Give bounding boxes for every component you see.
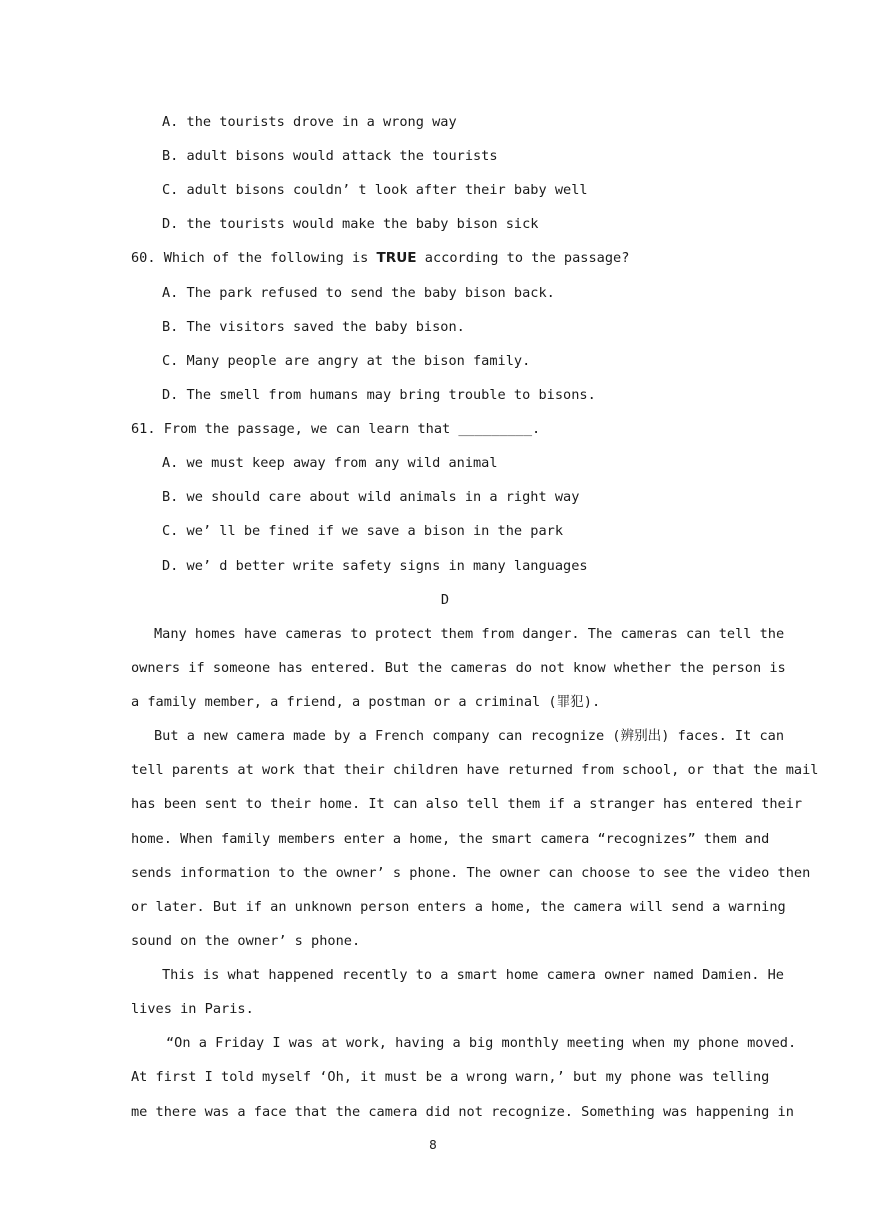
passage-line: me there was a face that the camera did not recognize. Something was happening in [131,1104,794,1120]
q59-option-a: A. the tourists drove in a wrong way [162,114,457,130]
q59-option-c: C. adult bisons couldn’ t look after their baby well [162,182,588,198]
q61-option-a: A. we must keep away from any wild animal [162,455,498,471]
passage-line: has been sent to their home. It can also tell them if a stranger has entered their [131,796,803,812]
q60-option-d: D. The smell from humans may bring trouble to bisons. [162,387,596,403]
q60-option-c: C. Many people are angry at the bison family. [162,353,531,369]
q60-option-b: B. The visitors saved the baby bison. [162,319,465,335]
passage-line: sound on the owner’ s phone. [131,933,361,949]
passage-line: Many homes have cameras to protect them from danger. The cameras can tell the [154,626,785,642]
section-label: D [440,592,450,608]
q61-stem: 61. From the passage, we can learn that _________. [131,421,541,437]
passage-line: owners if someone has entered. But the cameras do not know whether the person is [131,660,786,676]
q60-stem-after: according to the passage? [416,250,630,266]
passage-line: tell parents at work that their children have returned from school, or that the mail [131,762,819,778]
q60-stem-before: 60. Which of the following is [131,250,377,266]
passage-line: “On a Friday I was at work, having a big monthly meeting when my phone moved. [166,1035,797,1051]
passage-line: This is what happened recently to a smart home camera owner named Damien. He [162,967,784,983]
q61-option-d: D. we’ d better write safety signs in many languages [162,558,588,574]
passage-line: or later. But if an unknown person enters a home, the camera will send a warning [131,899,786,915]
passage-line: But a new camera made by a French company can recognize (辨别出) faces. It can [154,728,785,744]
q59-option-b: B. adult bisons would attack the tourists [162,148,498,164]
passage-line: lives in Paris. [131,1001,254,1017]
q59-option-d: D. the tourists would make the baby bison sick [162,216,539,232]
q61-option-b: B. we should care about wild animals in a right way [162,489,580,505]
passage-line: home. When family members enter a home, the smart camera “recognizes” them and [131,831,770,847]
q60-stem-bold: TRUE [376,250,417,266]
page-number: 8 [429,1138,437,1152]
passage-line: sends information to the owner’ s phone. The owner can choose to see the video then [131,865,811,881]
passage-line: At first I told myself ‘Oh, it must be a wrong warn,’ but my phone was telling [131,1069,770,1085]
q60-stem [131,248,741,268]
q60-option-a: A. The park refused to send the baby bison back. [162,285,555,301]
q61-option-c: C. we’ ll be fined if we save a bison in the park [162,523,564,539]
passage-line: a family member, a friend, a postman or a criminal (罪犯). [131,694,601,710]
